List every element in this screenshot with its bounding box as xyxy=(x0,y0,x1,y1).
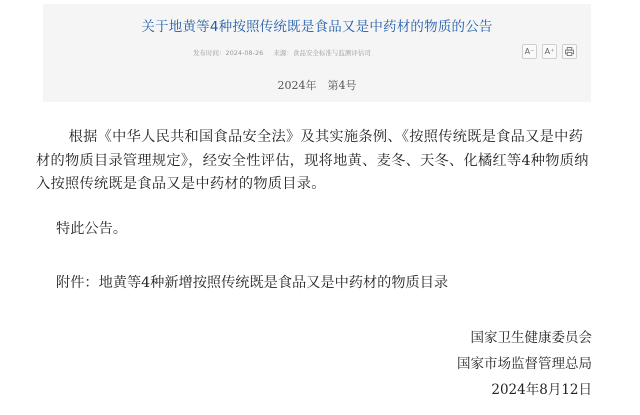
article-header xyxy=(43,4,591,102)
font-decrease-button[interactable] xyxy=(522,44,537,59)
signature-org-2: 国家市场监督管理总局 xyxy=(457,356,592,372)
publish-date-value: 2024-08-26 xyxy=(225,49,264,57)
font-increase-button[interactable] xyxy=(542,44,557,59)
publish-label: 发布时间： xyxy=(193,49,226,57)
notice-text: 特此公告。 xyxy=(56,221,127,237)
body-paragraph: 根据《中华人民共和国食品安全法》及其实施条例、《按照传统既是食品又是中药材的物质目录管理规定》，经安全性评估，现将地黄、麦冬、天冬、化橘红等4种物质纳入按照传统既是食品又是中药材的物质目录。 xyxy=(36,129,589,192)
page-title: 关于地黄等4种按照传统既是食品又是中药材的物质的公告 xyxy=(141,19,493,35)
font-increase-icon: A⁺ xyxy=(544,46,555,56)
signature-org-1: 国家卫生健康委员会 xyxy=(470,330,592,346)
document-number: 2024年 第4号 xyxy=(277,79,357,92)
article-meta xyxy=(193,48,379,57)
print-icon xyxy=(565,47,574,56)
publish-date xyxy=(193,49,263,57)
attachment-link[interactable]: 附件：地黄等4种新增按照传统既是食品又是中药材的物质目录 xyxy=(56,275,449,291)
signature-date: 2024年8月12日 xyxy=(491,382,592,398)
source-label: 来源：食品安全标准与监测评估司 xyxy=(273,49,371,57)
print-button[interactable] xyxy=(562,44,577,59)
article-tools xyxy=(522,44,577,59)
font-decrease-icon: A⁻ xyxy=(524,46,535,56)
